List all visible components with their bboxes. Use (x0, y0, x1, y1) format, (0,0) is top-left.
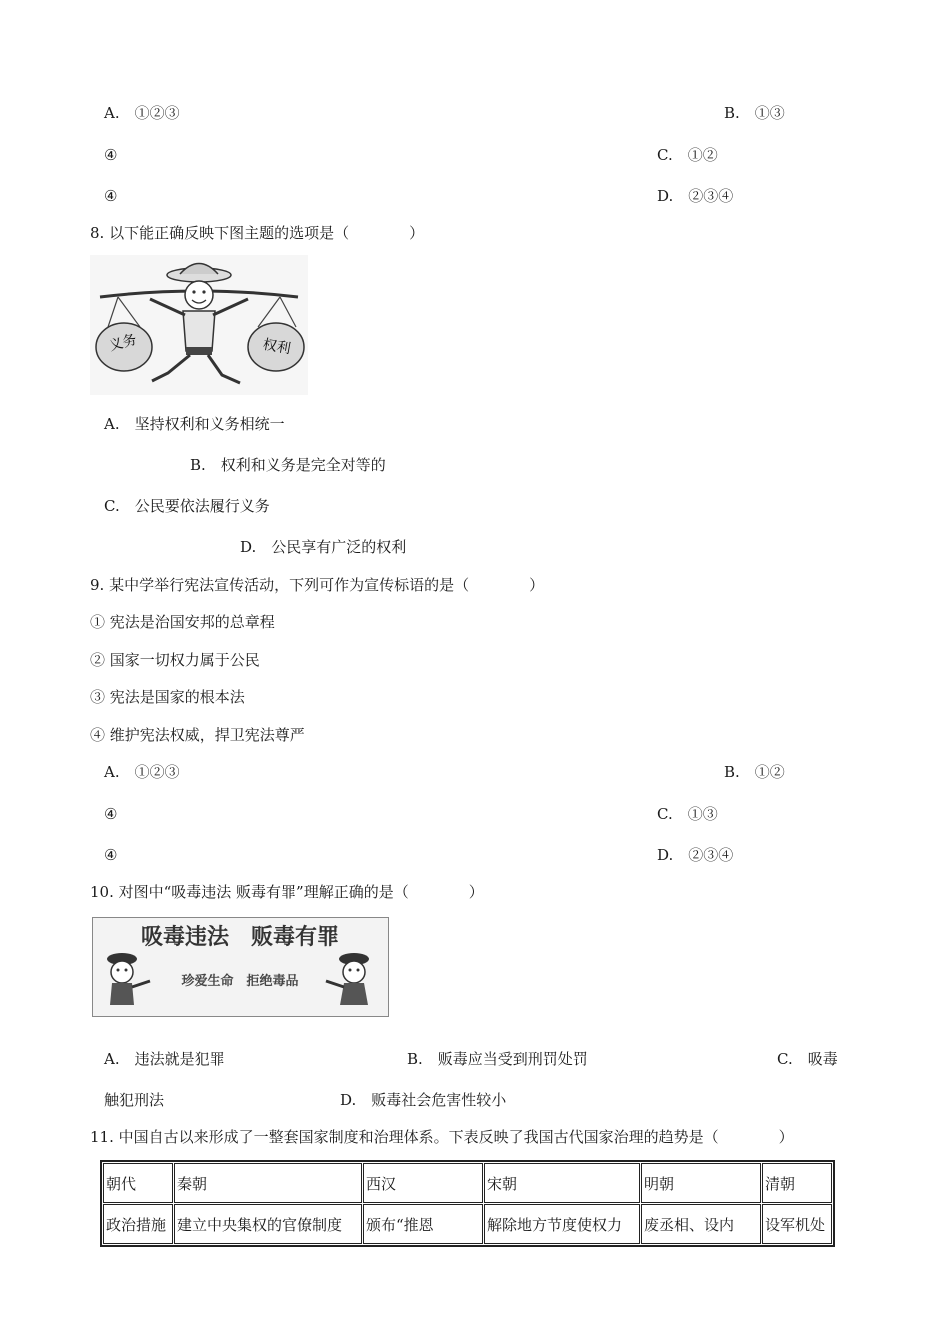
table-row (103, 1204, 832, 1244)
q7-option-a: A. ①②③ (104, 104, 180, 122)
poster-headline: 吸毒违法 贩毒有罪 (140, 925, 340, 950)
q10-stem: 10. 对图中“吸毒违法 贩毒有罪”理解正确的是（ ） (90, 883, 484, 901)
q9-option-a: A. ①②③ (104, 763, 180, 781)
table-header-row (103, 1163, 832, 1203)
poster-slogan: 珍爱生命 拒绝毒品 (181, 974, 299, 989)
q9-option-c: C. ①③ (657, 805, 718, 823)
table-cell: 解除地方节度使权力 (484, 1204, 640, 1244)
q9-item-1: ① 宪法是治国安邦的总章程 (90, 613, 275, 631)
q8-option-c: C. 公民要依法履行义务 (104, 497, 270, 515)
q11-stem: 11. 中国自古以来形成了一整套国家制度和治理体系。下表反映了我国古代国家治理的趋势是（ ） (90, 1128, 794, 1146)
carrying-pole-cartoon (90, 255, 308, 395)
q8-option-b: B. 权利和义务是完全对等的 (190, 456, 386, 474)
q9-item-2: ② 国家一切权力属于公民 (90, 651, 260, 669)
q9-option-d: D. ②③④ (657, 846, 734, 864)
q8-cartoon-image (90, 255, 308, 395)
q7-option-b: B. ①③ (724, 104, 785, 122)
table-cell: 废丞相、设内 (641, 1204, 761, 1244)
anti-drug-poster (92, 917, 389, 1017)
q9-option-c-continued: ④ (104, 846, 118, 864)
q7-option-c-continued: ④ (104, 187, 118, 205)
q7-option-b-continued: ④ (104, 146, 118, 164)
q9-option-b: B. ①② (724, 763, 785, 781)
q10-poster-image (92, 917, 389, 1017)
q7-option-c: C. ①② (657, 146, 718, 164)
table-cell: 设军机处 (762, 1204, 832, 1244)
q10-option-d: D. 贩毒社会危害性较小 (340, 1091, 507, 1109)
q10-option-c: C. 吸毒 (777, 1050, 838, 1068)
q9-item-4: ④ 维护宪法权威，捍卫宪法尊严 (90, 726, 305, 744)
table-cell: 秦朝 (174, 1163, 362, 1203)
table-cell: 宋朝 (484, 1163, 640, 1203)
table-cell: 建立中央集权的官僚制度 (174, 1204, 362, 1244)
q9-option-b-continued: ④ (104, 805, 118, 823)
table-cell: 政治措施 (103, 1204, 173, 1244)
q10-option-a: A. 违法就是犯罪 (104, 1050, 225, 1068)
q7-option-d: D. ②③④ (657, 187, 734, 205)
table-cell: 清朝 (762, 1163, 832, 1203)
q10-option-b: B. 贩毒应当受到刑罚处罚 (407, 1050, 588, 1068)
right-bag-label: 权利 (261, 336, 292, 358)
q8-stem: 8. 以下能正确反映下图主题的选项是（ ） (90, 224, 425, 242)
q9-stem: 9. 某中学举行宪法宣传活动，下列可作为宣传标语的是（ ） (90, 576, 545, 594)
table-cell: 明朝 (641, 1163, 761, 1203)
q8-option-d: D. 公民享有广泛的权利 (240, 538, 407, 556)
table-cell: 颁布“推恩 (363, 1204, 483, 1244)
q10-option-c-continued: 触犯刑法 (104, 1091, 165, 1109)
dynasty-governance-table (100, 1160, 835, 1247)
table-cell: 朝代 (103, 1163, 173, 1203)
duty-bag-label: 义务 (107, 331, 139, 355)
q9-item-3: ③ 宪法是国家的根本法 (90, 688, 245, 706)
q8-option-a: A. 坚持权利和义务相统一 (104, 415, 285, 433)
table-cell: 西汉 (363, 1163, 483, 1203)
